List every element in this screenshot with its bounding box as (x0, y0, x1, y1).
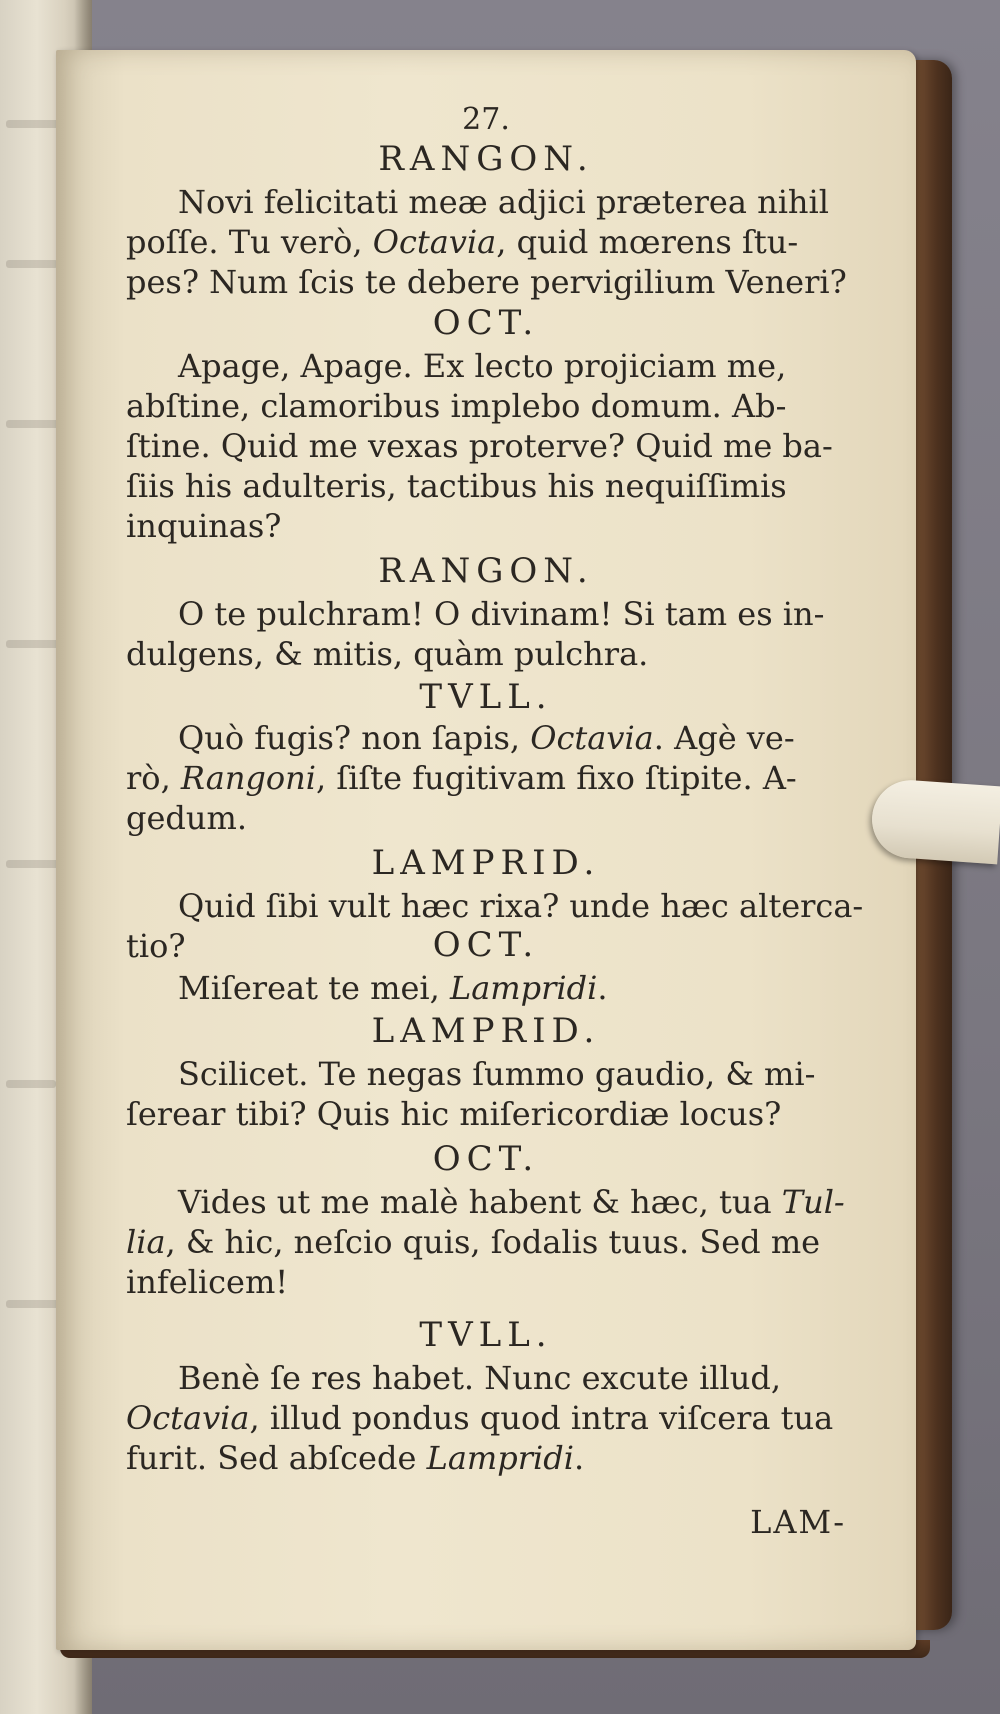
text-line: ſtine. Quid me vexas proterve? Quid me ba- (126, 427, 833, 465)
name-italic: Octavia (530, 719, 654, 757)
text-line: furit. Sed abſcede Lampridi. (126, 1439, 585, 1477)
name-italic: Lampridi (426, 1439, 574, 1477)
text-line: lia, & hic, neſcio quis, ſodalis tuus. Sed me (126, 1223, 821, 1261)
text-line: poſſe. Tu verò, Octavia, quid mœrens ſtu- (126, 223, 799, 261)
name-italic: Lampridi (449, 969, 598, 1007)
text-line: pes? Num ſcis te debere pervigilium Veneri? (126, 263, 847, 301)
speaker-heading: LAMPRID. (371, 843, 601, 883)
page-weight-holder (869, 778, 1000, 865)
text-line: inquinas? (126, 507, 282, 545)
book-page (56, 50, 916, 1650)
text-line: gedum. (126, 799, 248, 837)
text-line: ſerear tibi? Quis hic miſericordiæ locus? (126, 1095, 782, 1133)
text-line: Novi felicitati meæ adjici præterea nihil (178, 183, 829, 221)
name-italic: Octavia (372, 223, 497, 261)
text-line: Benè ſe res habet. Nunc excute illud, (178, 1359, 782, 1397)
text-line: Scilicet. Te negas ſummo gaudio, & mi- (178, 1055, 816, 1093)
speaker-heading: TVLL. (419, 677, 553, 717)
speaker-heading: RANGON. (378, 551, 594, 591)
text-line: abſtine, clamoribus implebo domum. Ab- (126, 387, 787, 425)
name-italic: Rangoni (180, 759, 317, 797)
text-line: Quid ſibi vult hæc rixa? unde hæc alterca- (178, 887, 864, 925)
speaker-heading: OCT. (432, 1139, 540, 1179)
text-line: O te pulchram! O divinam! Si tam es in- (178, 595, 825, 633)
page-number: 27. (462, 102, 510, 137)
text-line: Miſereat te mei, Lampridi. (178, 969, 608, 1007)
speaker-heading: RANGON. (378, 139, 594, 179)
text-line: rò, Rangoni, ſiſte fugitivam fixo ſtipite. A- (126, 759, 797, 797)
speaker-heading: OCT. (432, 303, 540, 343)
text-line: Quò fugis? non ſapis, Octavia. Agè ve- (178, 719, 795, 757)
text-line: Vides ut me malè habent & hæc, tua Tul- (178, 1183, 845, 1221)
name-italic: lia (126, 1223, 166, 1261)
speaker-heading: LAMPRID. (371, 1011, 601, 1051)
text-line: Apage, Apage. Ex lecto projiciam me, (178, 347, 787, 385)
speaker-heading: OCT. (432, 925, 540, 965)
text-line: ſiis his adulteris, tactibus his nequiſſimis (126, 467, 787, 505)
name-italic: Octavia (126, 1399, 250, 1437)
bleed-through-mark (6, 260, 58, 268)
text-line: infelicem! (126, 1263, 289, 1301)
speaker-heading: TVLL. (419, 1315, 553, 1355)
catchword: LAM- (750, 1503, 846, 1541)
bleed-through-mark (6, 1080, 56, 1088)
text-line: dulgens, & mitis, quàm pulchra. (126, 635, 649, 673)
name-italic: Tul- (781, 1183, 845, 1221)
text-line: Octavia, illud pondus quod intra viſcera tua (126, 1399, 834, 1437)
text-line: tio? (126, 927, 186, 965)
